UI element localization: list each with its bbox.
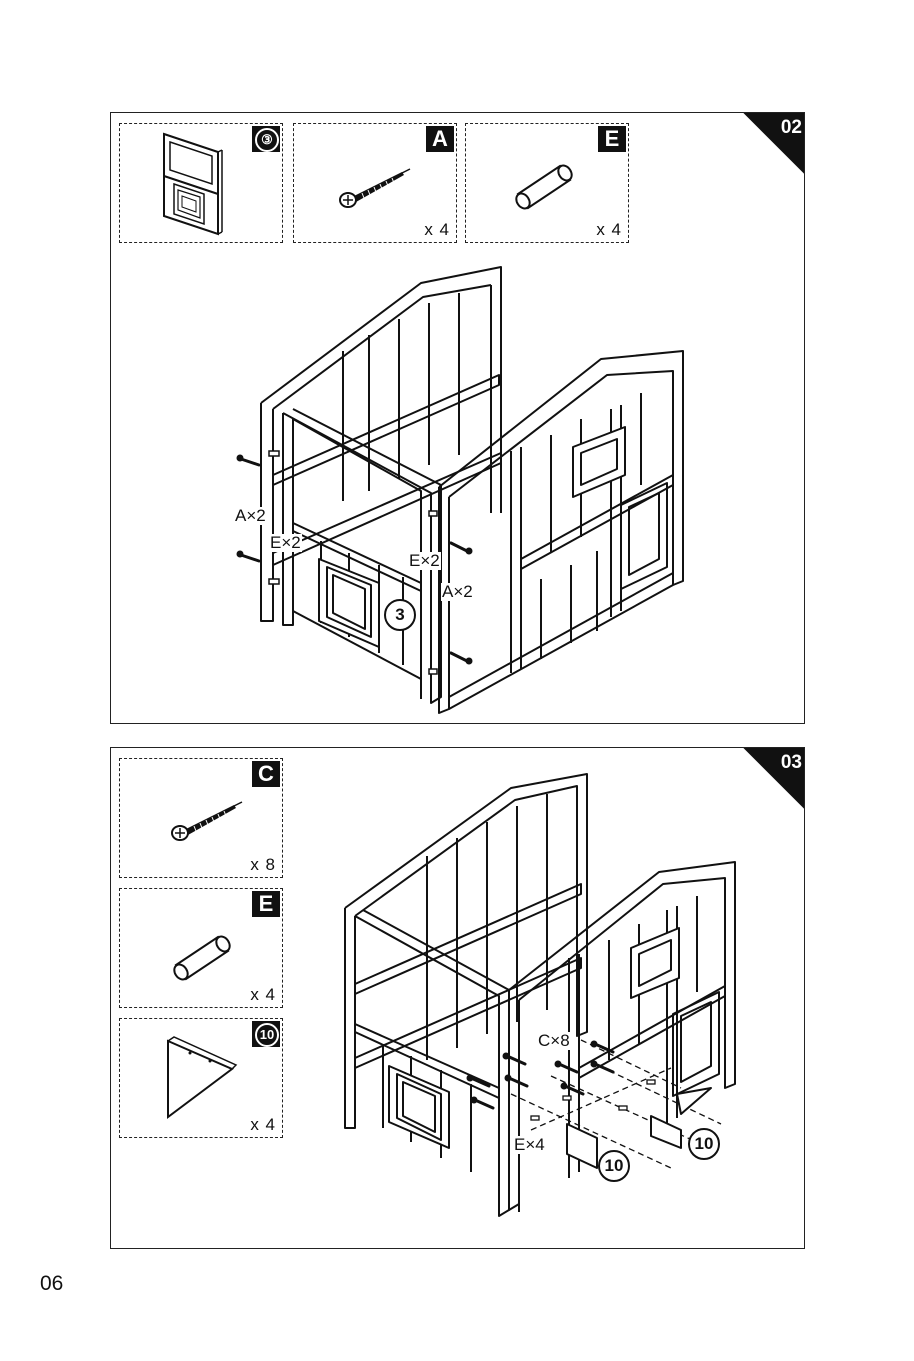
part-badge: E <box>252 891 280 917</box>
callout-e-count: E×4 <box>514 1135 545 1154</box>
callout-e-left: E×2 <box>270 533 301 552</box>
callout-c-count: C×8 <box>538 1031 570 1050</box>
page-number: 06 <box>40 1272 64 1295</box>
callout-a-left: A×2 <box>235 506 266 525</box>
part-quantity: x 8 <box>250 855 276 874</box>
part-badge: C <box>252 761 280 787</box>
part-quantity: x 4 <box>250 1115 276 1134</box>
bracket-reference-number: 10 <box>598 1150 630 1182</box>
step-number: 03 <box>780 752 802 773</box>
bracket-reference-number: 10 <box>688 1128 720 1160</box>
step-02-panel <box>110 112 805 724</box>
part-badge: 10 <box>252 1021 280 1047</box>
part-badge: E <box>598 126 626 152</box>
step-number: 02 <box>780 117 802 138</box>
part-quantity: x 4 <box>250 985 276 1004</box>
step-03-panel <box>110 747 805 1249</box>
panel-reference-number: 3 <box>384 599 416 631</box>
part-badge: A <box>426 126 454 152</box>
callout-e-right: E×2 <box>409 551 440 570</box>
part-quantity: x 4 <box>424 220 450 239</box>
assembly-diagram-step-03 <box>111 748 804 1248</box>
assembly-diagram-step-02 <box>111 113 804 723</box>
part-badge: ③ <box>252 126 280 152</box>
part-quantity: x 4 <box>596 220 622 239</box>
callout-a-right: A×2 <box>442 582 473 601</box>
